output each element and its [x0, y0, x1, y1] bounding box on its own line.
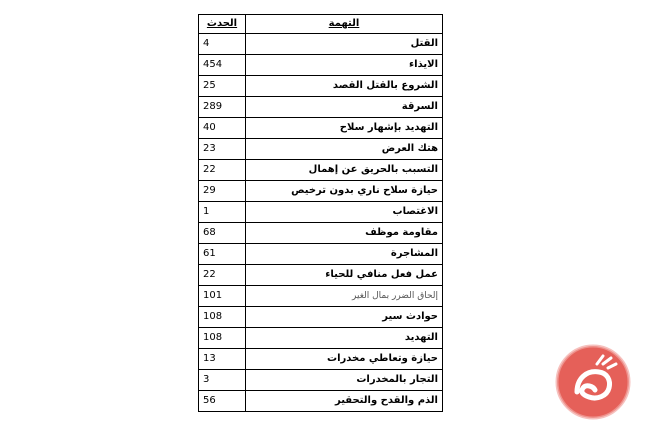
row-count: 3	[199, 370, 246, 391]
row-count: 1	[199, 202, 246, 223]
table-row	[199, 160, 443, 181]
row-charge: هتك العرض	[246, 139, 443, 160]
row-count: 101	[199, 286, 246, 307]
header-count: الحدث	[199, 15, 246, 34]
row-count: 61	[199, 244, 246, 265]
table-header-row	[199, 15, 443, 34]
table-row	[199, 139, 443, 160]
header-charge: التهمة	[246, 15, 443, 34]
row-charge: مقاومة موظف	[246, 223, 443, 244]
row-charge: المشاجرة	[246, 244, 443, 265]
table-row	[199, 34, 443, 55]
row-charge: الاغتصاب	[246, 202, 443, 223]
table-row	[199, 181, 443, 202]
row-charge: الايذاء	[246, 55, 443, 76]
table-row	[199, 307, 443, 328]
row-count: 23	[199, 139, 246, 160]
maan-logo-icon	[553, 342, 633, 422]
row-charge: التهديد	[246, 328, 443, 349]
row-charge: عمل فعل منافي للحياء	[246, 265, 443, 286]
row-charge: حيازة سلاح ناري بدون ترخيص	[246, 181, 443, 202]
row-count: 289	[199, 97, 246, 118]
row-count: 4	[199, 34, 246, 55]
row-count: 25	[199, 76, 246, 97]
table-row	[199, 328, 443, 349]
row-charge: القتل	[246, 34, 443, 55]
row-charge: إلحاق الضرر بمال الغير	[246, 286, 443, 307]
row-count: 68	[199, 223, 246, 244]
table-row	[199, 286, 443, 307]
row-charge: حيازة وتعاطي مخدرات	[246, 349, 443, 370]
table-row	[199, 202, 443, 223]
table-row	[199, 370, 443, 391]
row-charge: الشروع بالقتل القصد	[246, 76, 443, 97]
logo-graphic	[553, 342, 633, 422]
table-row	[199, 55, 443, 76]
row-count: 29	[199, 181, 246, 202]
row-count: 40	[199, 118, 246, 139]
row-charge: التسبب بالحريق عن إهمال	[246, 160, 443, 181]
row-count: 22	[199, 265, 246, 286]
row-count: 454	[199, 55, 246, 76]
crime-statistics-table	[198, 14, 443, 412]
table-row	[199, 265, 443, 286]
row-count: 56	[199, 391, 246, 412]
table-row	[199, 223, 443, 244]
table-row	[199, 391, 443, 412]
table-row	[199, 349, 443, 370]
row-charge: حوادث سير	[246, 307, 443, 328]
row-count: 22	[199, 160, 246, 181]
row-count: 108	[199, 307, 246, 328]
table-row	[199, 118, 443, 139]
table-row	[199, 76, 443, 97]
row-count: 13	[199, 349, 246, 370]
row-charge: السرقة	[246, 97, 443, 118]
row-charge: الذم والقدح والتحقير	[246, 391, 443, 412]
row-count: 108	[199, 328, 246, 349]
row-charge: التهديد بإشهار سلاح	[246, 118, 443, 139]
row-charge: التجار بالمخدرات	[246, 370, 443, 391]
table-row	[199, 97, 443, 118]
table-row	[199, 244, 443, 265]
